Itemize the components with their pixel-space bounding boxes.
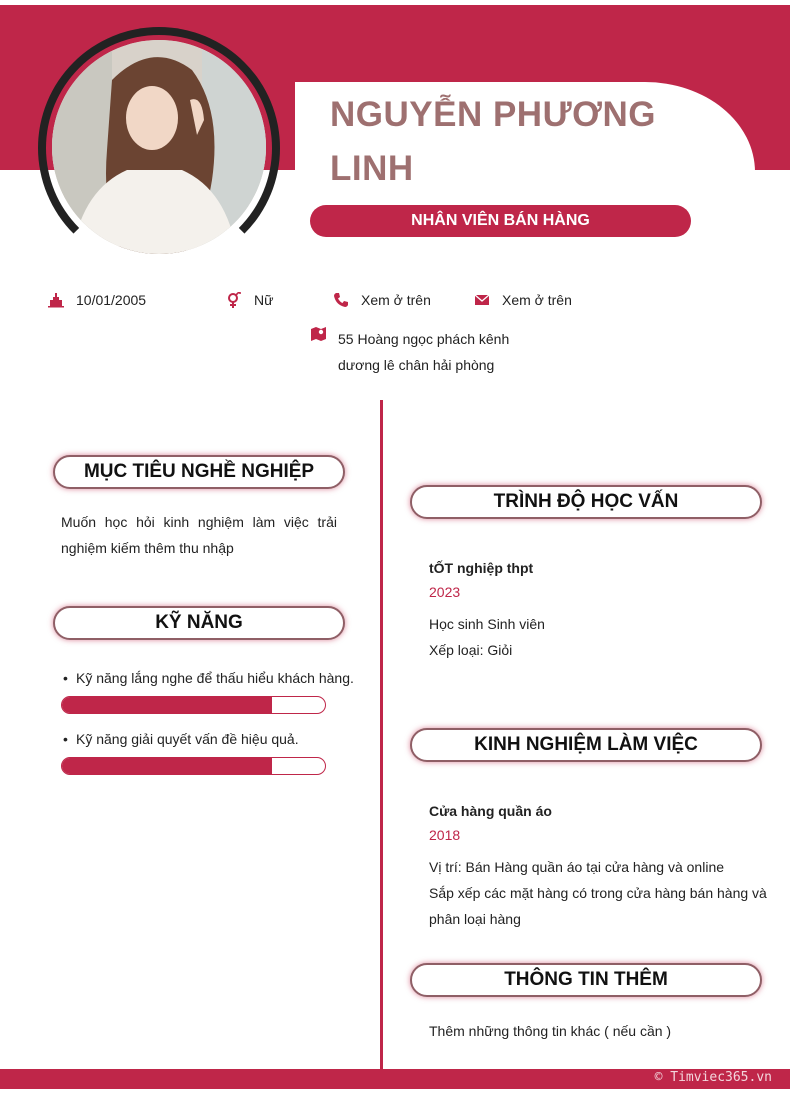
objective-heading: MỤC TIÊU NGHỀ NGHIỆP <box>53 455 345 489</box>
experience-year: 2018 <box>429 827 461 843</box>
extra-info-text: Thêm những thông tin khác ( nếu cần ) <box>429 1023 672 1039</box>
extra-info-entry <box>429 1018 774 1044</box>
education-heading: TRÌNH ĐỘ HỌC VẤN <box>410 485 762 519</box>
phone-icon <box>333 292 349 312</box>
skill-bar-fill <box>62 758 272 774</box>
skill-bar <box>61 696 326 714</box>
job-title-badge: NHÂN VIÊN BÁN HÀNG <box>310 205 691 237</box>
objective-text: Muốn học hỏi kinh nghiệm làm việc trải nghiệm kiếm thêm thu nhập <box>61 514 337 556</box>
email-icon <box>474 292 490 312</box>
experience-entry <box>429 799 774 932</box>
birthday-cake-icon <box>48 292 64 312</box>
skill-label: • Kỹ năng lắng nghe để thấu hiểu khách hàng. <box>61 668 351 688</box>
experience-company: Cửa hàng quần áo <box>429 803 552 819</box>
gender-value: Nữ <box>254 292 274 308</box>
education-entry <box>429 556 774 663</box>
experience-heading: KINH NGHIỆM LÀM VIỆC <box>410 728 762 762</box>
skill-label: • Kỹ năng giải quyết vấn đề hiệu quả. <box>61 729 351 749</box>
phone-value: Xem ở trên <box>361 292 431 308</box>
education-school: tỐT nghiệp thpt <box>429 560 534 576</box>
education-year: 2023 <box>429 584 461 600</box>
skill-item <box>61 668 354 714</box>
skill-item <box>61 729 351 775</box>
map-pin-icon <box>310 326 327 346</box>
avatar <box>52 40 266 254</box>
email-value: Xem ở trên <box>502 292 572 308</box>
education-line-1: Học sinh Sinh viên <box>429 616 545 632</box>
experience-line-1: Vị trí: Bán Hàng quần áo tại cửa hàng và online <box>429 859 725 875</box>
address-line-1: 55 Hoàng ngọc phách kênh <box>338 331 510 347</box>
skills-heading: KỸ NĂNG <box>53 606 345 640</box>
footer-brand: © Timviec365.vn <box>654 1070 772 1085</box>
candidate-name <box>330 88 730 196</box>
address-line-2: dương lê chân hải phòng <box>338 357 495 373</box>
birthday-value: 10/01/2005 <box>76 292 147 308</box>
skill-bar-fill <box>62 697 272 713</box>
extra-info-heading: THÔNG TIN THÊM <box>410 963 762 997</box>
skill-bar <box>61 757 326 775</box>
address-value <box>338 326 558 378</box>
education-line-2: Xếp loại: Giỏi <box>429 642 513 658</box>
gender-icon <box>226 292 242 312</box>
footer-band <box>0 1069 790 1089</box>
name-line-1: NGUYỄN PHƯƠNG <box>330 95 656 134</box>
name-line-2: LINH <box>330 149 414 188</box>
column-divider <box>380 400 383 1070</box>
experience-line-2: Sắp xếp các mặt hàng có trong cửa hàng bán hàng và phân loại hàng <box>429 885 767 927</box>
